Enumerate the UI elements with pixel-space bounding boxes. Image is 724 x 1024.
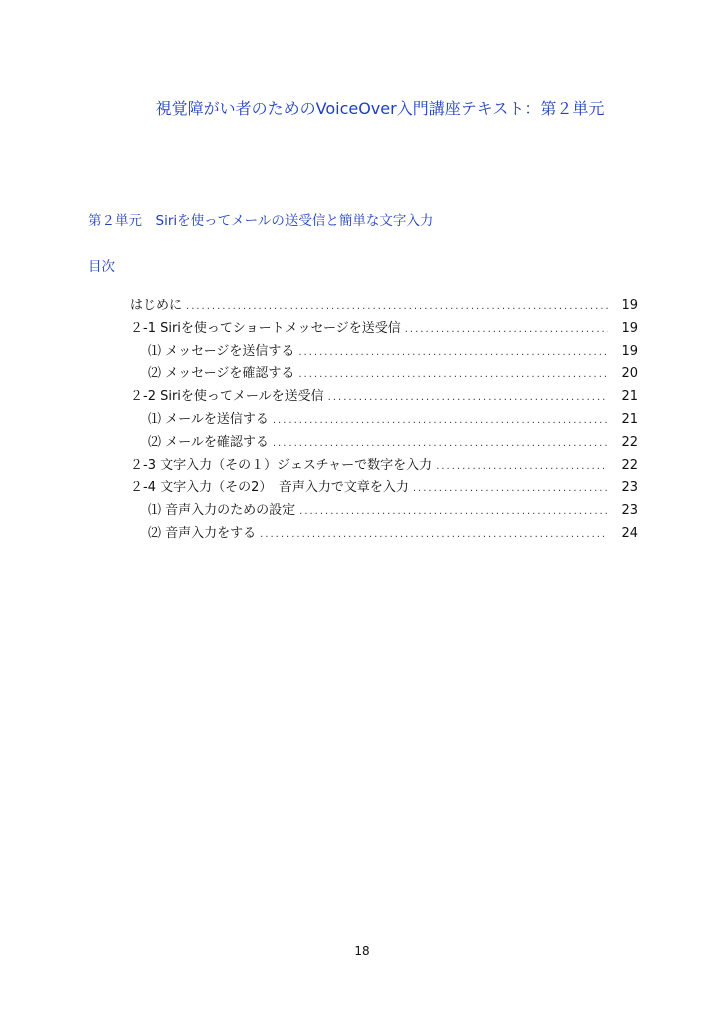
toc-entry-page: 21 — [621, 411, 638, 427]
toc-entry[interactable] — [130, 294, 638, 317]
toc-leader-dots — [413, 483, 608, 494]
toc-leader-dots — [298, 369, 608, 380]
toc-leader-dots — [298, 347, 608, 358]
toc-entry-label: ２-4 文字入力（その2） 音声入力で文章を入力 — [130, 480, 409, 496]
document-title: 視覚障がい者のためのVoiceOver入門講座テキスト：第２単元 — [155, 99, 605, 118]
toc-entry-label: ⑴ メールを送信する — [148, 411, 269, 427]
toc-leader-dots — [273, 438, 608, 449]
toc-entry[interactable] — [130, 431, 638, 454]
toc-entry-page: 24 — [621, 525, 638, 541]
toc-leader-dots — [299, 506, 608, 517]
toc-entry[interactable] — [130, 476, 638, 499]
toc-entry-page: 20 — [621, 366, 638, 382]
toc-entry-page: 21 — [621, 389, 638, 405]
toc-leader-dots — [436, 461, 608, 472]
toc-entry-label: ⑴ 音声入力のための設定 — [148, 503, 296, 519]
toc-entry-page: 19 — [621, 343, 638, 359]
toc-entry-page: 23 — [621, 480, 638, 496]
toc-entry-page: 22 — [621, 457, 638, 473]
toc-leader-dots — [273, 415, 608, 426]
toc-leader-dots — [405, 324, 608, 335]
toc-leader-dots — [328, 392, 608, 403]
toc-entry-label: ２-3 文字入力（その１）ジェスチャーで数字を入力 — [130, 457, 433, 473]
toc-entry-label: ２-2 Siriを使ってメールを送受信 — [130, 389, 324, 405]
page-number: 18 — [354, 944, 370, 958]
toc-entry[interactable] — [130, 317, 638, 340]
toc-entry-label: ⑴ メッセージを送信する — [148, 343, 295, 359]
toc-entry[interactable] — [130, 340, 638, 363]
toc-entry-page: 22 — [621, 434, 638, 450]
toc-entry-page: 19 — [621, 320, 638, 336]
toc-leader-dots — [186, 301, 608, 312]
toc-entry-label: ⑵ 音声入力をする — [148, 525, 257, 541]
toc-entry-label: ２-1 Siriを使ってショートメッセージを送受信 — [130, 320, 401, 336]
toc-entry[interactable] — [130, 408, 638, 431]
toc-entry[interactable] — [130, 522, 638, 545]
toc-entry[interactable] — [130, 385, 638, 408]
toc-leader-dots — [260, 529, 608, 540]
toc-entry-page: 19 — [621, 298, 638, 313]
toc-entry-label: はじめに — [130, 298, 183, 313]
toc-heading: 目次 — [88, 259, 115, 275]
toc-entry[interactable] — [130, 454, 638, 477]
toc-entry-label: ⑵ メッセージを確認する — [148, 366, 295, 382]
toc-entry-label: ⑵ メールを確認する — [148, 434, 269, 450]
toc-entry-page: 23 — [621, 503, 638, 519]
section-heading: 第２単元 Siriを使ってメールの送受信と簡単な文字入力 — [88, 213, 434, 229]
table-of-contents — [130, 294, 638, 545]
toc-entry[interactable] — [130, 499, 638, 522]
toc-entry[interactable] — [130, 362, 638, 385]
